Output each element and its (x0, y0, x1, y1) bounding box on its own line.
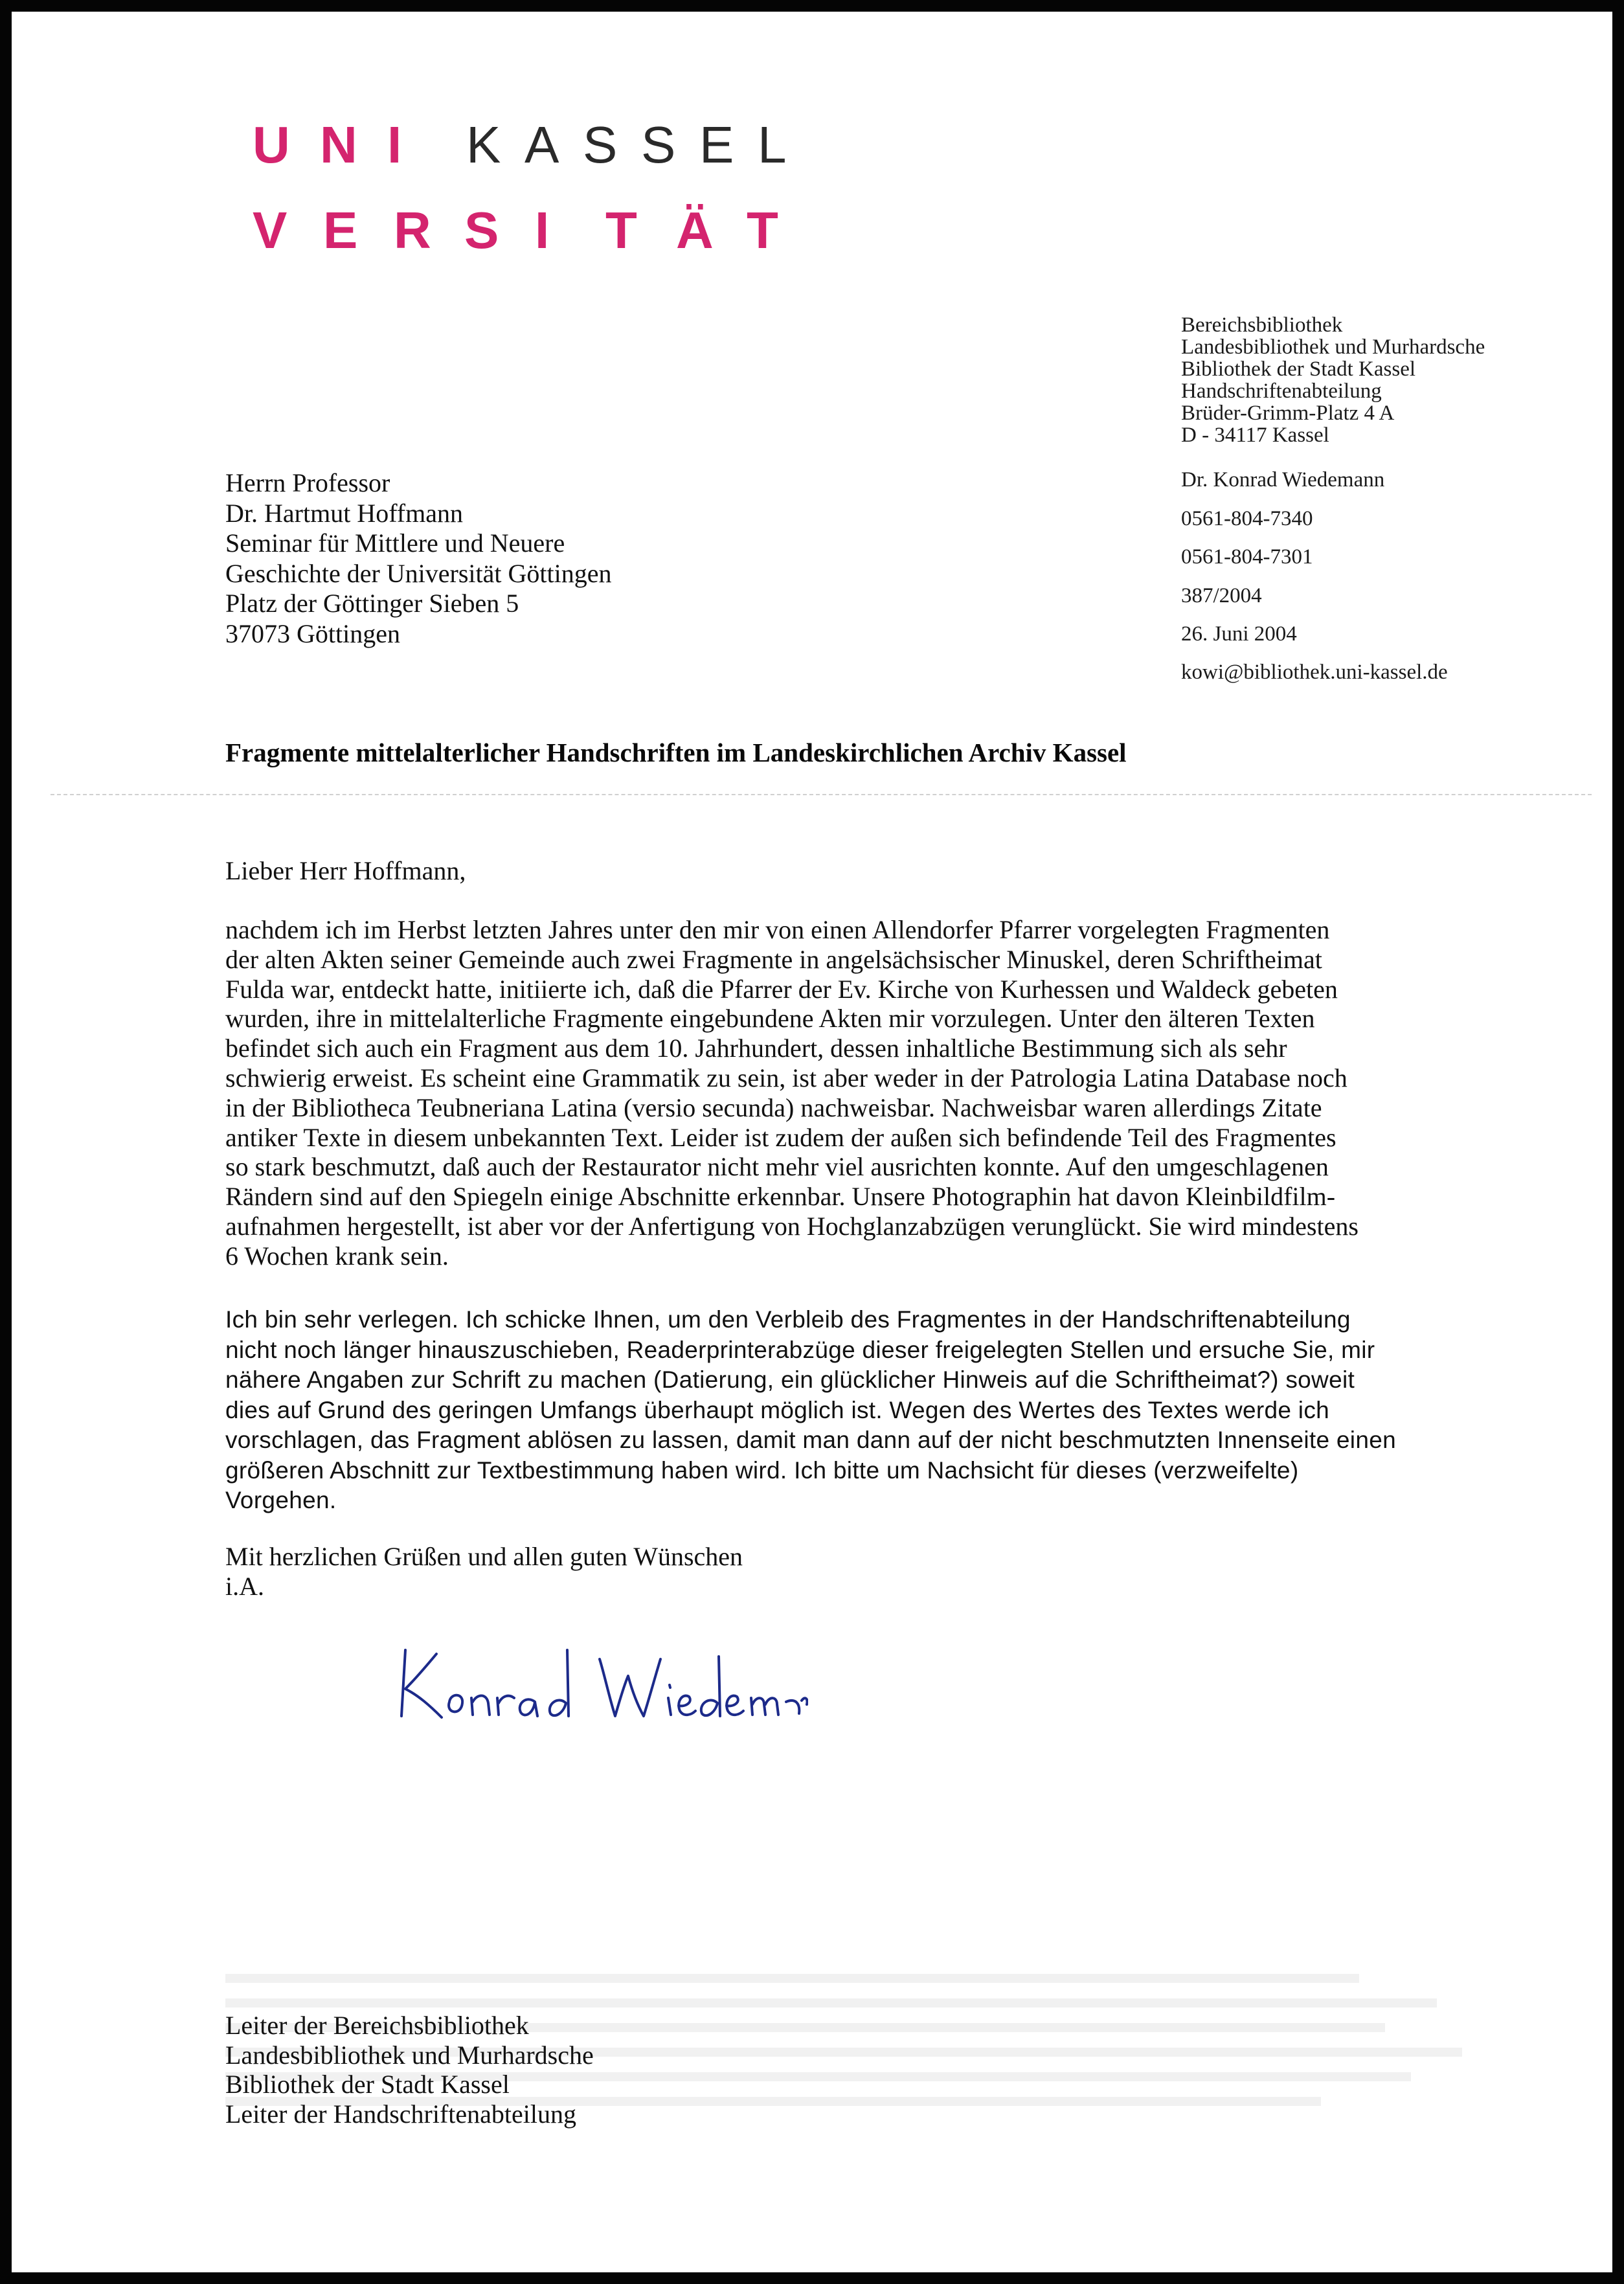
logo-letter: K (466, 116, 501, 174)
logo-letter: I (535, 201, 550, 259)
logo-letter: U (253, 116, 290, 174)
recipient-address-line: 37073 Göttingen (225, 618, 400, 648)
body-line: nicht noch länger hinauszuschieben, Readerprinterabzüge dieser freigelegten Stellen und ersuche Sie, mir (225, 1336, 1375, 1363)
body-line: Vorgehen. (225, 1487, 337, 1513)
recipient-address (225, 468, 611, 649)
letter-date: 26. Juni 2004 (1181, 622, 1297, 646)
body-line: 6 Wochen krank sein. (225, 1241, 449, 1271)
signatory-title (225, 2011, 594, 2129)
recipient-address-line: Dr. Hartmut Hoffmann (225, 498, 463, 528)
body-line: so stark beschmutzt, daß auch der Restaurator nicht mehr viel ausrichten konnte. Auf den umgeschlagenen (225, 1152, 1329, 1182)
logo-letter: R (394, 201, 431, 259)
body-line: aufnahmen hergestellt, ist aber vor der Anfertigung von Hochglanzabzügen verunglückt. Sie wird mindestens (225, 1211, 1359, 1241)
signatory-title-line: Landesbibliothek und Murhardsche (225, 2040, 594, 2070)
recipient-address-line: Seminar für Mittlere und Neuere (225, 528, 565, 558)
closing-greeting: Mit herzlichen Grüßen und allen guten Wünschen (225, 1542, 743, 1571)
logo-letter: V (253, 201, 288, 259)
recipient-address-line: Herrn Professor (225, 468, 390, 497)
sender-address-line: Bibliothek der Stadt Kassel (1181, 357, 1416, 381)
logo-letter: T (747, 201, 778, 259)
logo-letter: E (323, 201, 358, 259)
sender-fax: 0561-804-7301 (1181, 545, 1313, 569)
body-line: wurden, ihre in mittelalterliche Fragmente eingebundene Akten mir vorzulegen. Unter den älteren Texten (225, 1004, 1315, 1034)
body-paragraph-1 (225, 915, 1498, 1271)
sender-address-line: D - 34117 Kassel (1181, 424, 1329, 447)
logo-letter: S (583, 116, 618, 174)
logo-letter: Ä (676, 201, 714, 259)
logo-letter: E (699, 116, 734, 174)
logo-letter: L (758, 116, 787, 174)
recipient-address-line: Geschichte der Universität Göttingen (225, 558, 612, 588)
body-line: dies auf Grund des geringen Umfangs überhaupt möglich ist. Wegen des Wertes des Textes werde ich (225, 1396, 1329, 1423)
logo-letter: A (524, 116, 559, 174)
body-line: Ich bin sehr verlegen. Ich schicke Ihnen, um den Verbleib des Fragmentes in der Handschriftenabteilung (225, 1306, 1351, 1333)
closing-ia: i.A. (225, 1572, 264, 1601)
university-logo (253, 102, 796, 273)
sender-address-line: Brüder-Grimm-Platz 4 A (1181, 401, 1395, 425)
signatory-title-line: Bibliothek der Stadt Kassel (225, 2070, 510, 2099)
logo-letter: N (320, 116, 357, 174)
sender-address (1181, 314, 1583, 446)
body-line: nachdem ich im Herbst letzten Jahres unter den mir von einen Allendorfer Pfarrer vorgelegten Fragmenten (225, 915, 1330, 944)
body-line: Rändern sind auf den Spiegeln einige Abschnitte erkennbar. Unsere Photographin hat davon Kleinbildfilm- (225, 1182, 1336, 1212)
body-line: der alten Akten seiner Gemeinde auch zwei Fragmente in angelsächsischer Minuskel, deren Schriftheimat (225, 944, 1322, 974)
logo-row-2 (253, 188, 796, 273)
body-line: in der Bibliotheca Teubneriana Latina (versio secunda) nachweisbar. Nachweisbar waren allerdings Zitate (225, 1092, 1322, 1122)
logo-letter: T (605, 201, 637, 259)
signatory-title-line: Leiter der Bereichsbibliothek (225, 2011, 529, 2040)
fold-mark-divider (51, 794, 1592, 795)
logo-row-1 (253, 102, 796, 188)
body-line: nähere Angaben zur Schrift zu machen (Datierung, ein glücklicher Hinweis auf die Schriftheimat?) soweit (225, 1366, 1355, 1393)
body-line: größeren Abschnitt zur Textbestimmung haben wird. Ich bitte um Nachsicht für dieses (verzweifelte) (225, 1456, 1299, 1484)
sender-address-line: Bereichsbibliothek (1181, 313, 1343, 337)
body-line: Fulda war, entdeckt hatte, initiierte ich, daß die Pfarrer der Ev. Kirche von Kurhessen und Waldeck gebeten (225, 974, 1338, 1004)
salutation: Lieber Herr Hoffmann, (225, 856, 466, 885)
body-line: befindet sich auch ein Fragment aus dem 10. Jahrhundert, dessen inhaltliche Bestimmung sich als sehr (225, 1034, 1287, 1063)
subject-line: Fragmente mittelalterlicher Handschriften im Landeskirchlichen Archiv Kassel (225, 738, 1127, 767)
sender-name: Dr. Konrad Wiedemann (1181, 468, 1385, 492)
logo-letter: S (464, 201, 499, 259)
reference-number: 387/2004 (1181, 584, 1262, 607)
signatory-title-line: Leiter der Handschriftenabteilung (225, 2099, 576, 2129)
sender-address-line: Handschriftenabteilung (1181, 379, 1382, 403)
logo-letter: I (387, 116, 402, 174)
sender-address-line: Landesbibliothek und Murhardsche (1181, 335, 1485, 359)
handwritten-signature (394, 1631, 808, 1728)
body-line: antiker Texte in diesem unbekannten Text. Leider ist zudem der außen sich befindende Teil des Fragmentes (225, 1122, 1336, 1152)
closing (225, 1542, 743, 1601)
body-paragraph-2 (225, 1305, 1498, 1516)
logo-letter: S (641, 116, 676, 174)
sender-email: kowi@bibliothek.uni-kassel.de (1181, 661, 1448, 684)
recipient-address-line: Platz der Göttinger Sieben 5 (225, 589, 519, 618)
body-line: schwierig erweist. Es scheint eine Grammatik zu sein, ist aber weder in der Patrologia Latina Database noch (225, 1063, 1348, 1092)
sender-phone: 0561-804-7340 (1181, 507, 1313, 530)
body-line: vorschlagen, das Fragment ablösen zu lassen, damit man dann auf der nicht beschmutzten Innenseite einen (225, 1427, 1396, 1453)
